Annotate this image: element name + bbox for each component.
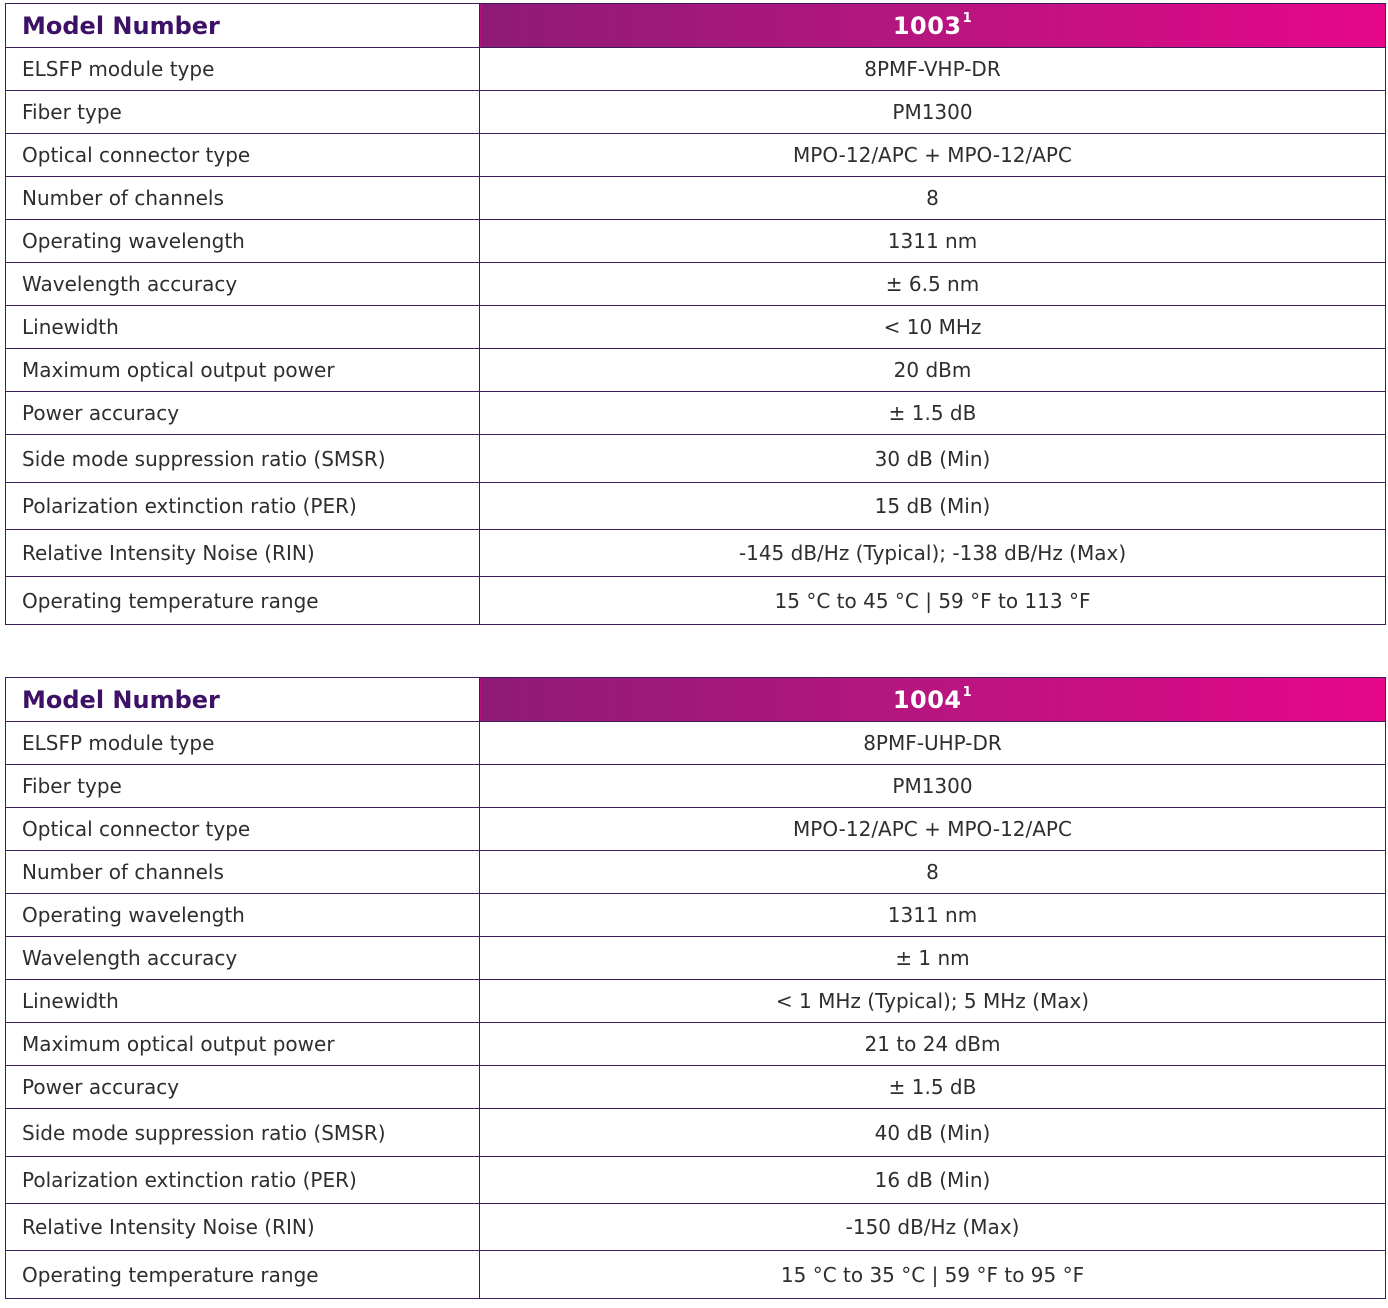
row-label: Power accuracy xyxy=(6,1066,480,1109)
row-value: ± 1.5 dB xyxy=(480,392,1386,435)
table-row xyxy=(6,91,1386,134)
table-row xyxy=(6,48,1386,91)
row-value: 15 °C to 45 °C | 59 °F to 113 °F xyxy=(480,577,1386,625)
row-label: Maximum optical output power xyxy=(6,349,480,392)
row-label: Operating wavelength xyxy=(6,894,480,937)
row-value: PM1300 xyxy=(480,91,1386,134)
row-label: Operating temperature range xyxy=(6,1251,480,1299)
row-label: Operating wavelength xyxy=(6,220,480,263)
row-label: Wavelength accuracy xyxy=(6,937,480,980)
row-value: ± 1 nm xyxy=(480,937,1386,980)
row-label: ELSFP module type xyxy=(6,722,480,765)
table-row xyxy=(6,1251,1386,1299)
row-value: MPO-12/APC + MPO-12/APC xyxy=(480,808,1386,851)
row-value: ± 1.5 dB xyxy=(480,1066,1386,1109)
table-row xyxy=(6,530,1386,577)
table-row xyxy=(6,306,1386,349)
row-label: ELSFP module type xyxy=(6,48,480,91)
row-value: 8 xyxy=(480,851,1386,894)
row-label: Maximum optical output power xyxy=(6,1023,480,1066)
row-value: ± 6.5 nm xyxy=(480,263,1386,306)
row-value: 21 to 24 dBm xyxy=(480,1023,1386,1066)
table-header-row xyxy=(6,678,1386,722)
header-label: Model Number xyxy=(6,4,480,48)
row-label: Optical connector type xyxy=(6,134,480,177)
row-value: < 1 MHz (Typical); 5 MHz (Max) xyxy=(480,980,1386,1023)
row-value: -145 dB/Hz (Typical); -138 dB/Hz (Max) xyxy=(480,530,1386,577)
model-number-cell xyxy=(480,678,1386,722)
row-value: 1311 nm xyxy=(480,894,1386,937)
row-label: Fiber type xyxy=(6,765,480,808)
row-label: Optical connector type xyxy=(6,808,480,851)
table-row xyxy=(6,980,1386,1023)
spec-table-1003 xyxy=(5,3,1386,625)
footnote-marker: 1 xyxy=(962,684,973,700)
row-label: Side mode suppression ratio (SMSR) xyxy=(6,435,480,483)
header-label: Model Number xyxy=(6,678,480,722)
row-value: 30 dB (Min) xyxy=(480,435,1386,483)
row-label: Wavelength accuracy xyxy=(6,263,480,306)
table-row xyxy=(6,263,1386,306)
model-number-cell xyxy=(480,4,1386,48)
row-label: Relative Intensity Noise (RIN) xyxy=(6,1204,480,1251)
model-number: 1003 xyxy=(892,11,962,40)
row-label: Power accuracy xyxy=(6,392,480,435)
table-row xyxy=(6,483,1386,530)
table-row xyxy=(6,392,1386,435)
row-value: 8PMF-VHP-DR xyxy=(480,48,1386,91)
spec-table-1004 xyxy=(5,677,1386,1299)
row-label: Number of channels xyxy=(6,177,480,220)
row-label: Linewidth xyxy=(6,980,480,1023)
row-label: Side mode suppression ratio (SMSR) xyxy=(6,1109,480,1157)
table-row xyxy=(6,1023,1386,1066)
row-value: 40 dB (Min) xyxy=(480,1109,1386,1157)
row-value: -150 dB/Hz (Max) xyxy=(480,1204,1386,1251)
row-label: Polarization extinction ratio (PER) xyxy=(6,483,480,530)
row-value: < 10 MHz xyxy=(480,306,1386,349)
row-value: 8 xyxy=(480,177,1386,220)
table-row xyxy=(6,808,1386,851)
row-value: 16 dB (Min) xyxy=(480,1157,1386,1204)
table-row xyxy=(6,1109,1386,1157)
table-row xyxy=(6,1204,1386,1251)
row-value: 15 °C to 35 °C | 59 °F to 95 °F xyxy=(480,1251,1386,1299)
table-row xyxy=(6,1066,1386,1109)
table-row xyxy=(6,1157,1386,1204)
model-number: 1004 xyxy=(892,685,962,714)
table-row xyxy=(6,937,1386,980)
row-label: Polarization extinction ratio (PER) xyxy=(6,1157,480,1204)
row-value: PM1300 xyxy=(480,765,1386,808)
table-row xyxy=(6,851,1386,894)
row-label: Linewidth xyxy=(6,306,480,349)
table-row xyxy=(6,435,1386,483)
table-row xyxy=(6,765,1386,808)
footnote-marker: 1 xyxy=(962,10,973,26)
table-row xyxy=(6,177,1386,220)
row-label: Fiber type xyxy=(6,91,480,134)
row-value: 15 dB (Min) xyxy=(480,483,1386,530)
row-value: MPO-12/APC + MPO-12/APC xyxy=(480,134,1386,177)
table-row xyxy=(6,894,1386,937)
table-row xyxy=(6,349,1386,392)
table-row xyxy=(6,722,1386,765)
row-value: 20 dBm xyxy=(480,349,1386,392)
row-label: Number of channels xyxy=(6,851,480,894)
row-value: 1311 nm xyxy=(480,220,1386,263)
table-header-row xyxy=(6,4,1386,48)
table-row xyxy=(6,134,1386,177)
row-value: 8PMF-UHP-DR xyxy=(480,722,1386,765)
table-row xyxy=(6,220,1386,263)
table-row xyxy=(6,577,1386,625)
row-label: Relative Intensity Noise (RIN) xyxy=(6,530,480,577)
row-label: Operating temperature range xyxy=(6,577,480,625)
